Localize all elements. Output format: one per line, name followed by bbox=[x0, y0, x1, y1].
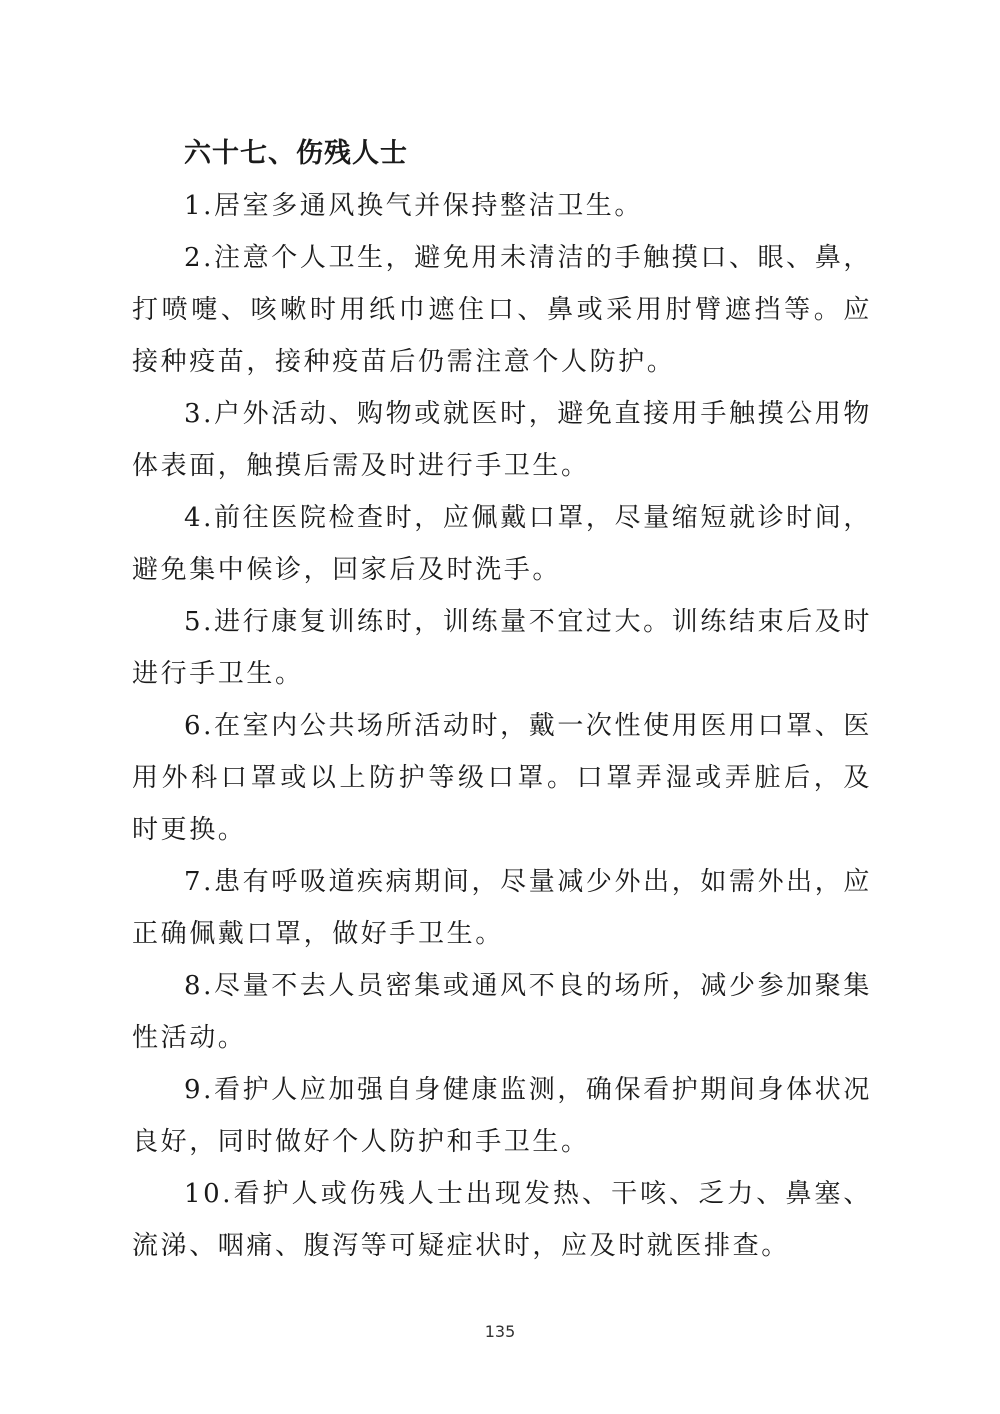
paragraph-5: 5.进行康复训练时，训练量不宜过大。训练结束后及时进行手卫生。 bbox=[132, 607, 872, 689]
paragraph-10: 10.看护人或伤残人士出现发热、干咳、乏力、鼻塞、流涕、咽痛、腹泻等可疑症状时，应及时就医排查。 bbox=[132, 1179, 872, 1261]
paragraph-4: 4.前往医院检查时，应佩戴口罩，尽量缩短就诊时间，避免集中候诊，回家后及时洗手。 bbox=[132, 503, 872, 585]
paragraph-8: 8.尽量不去人员密集或通风不良的场所，减少参加聚集性活动。 bbox=[132, 971, 872, 1053]
section-heading: 六十七、伤残人士 bbox=[184, 138, 408, 169]
paragraph-9: 9.看护人应加强自身健康监测，确保看护期间身体状况良好，同时做好个人防护和手卫生。 bbox=[132, 1075, 872, 1157]
paragraph-3: 3.户外活动、购物或就医时，避免直接用手触摸公用物体表面，触摸后需及时进行手卫生。 bbox=[132, 399, 872, 481]
paragraph-6: 6.在室内公共场所活动时，戴一次性使用医用口罩、医用外科口罩或以上防护等级口罩。口罩弄湿或弄脏后，及时更换。 bbox=[132, 711, 872, 845]
paragraph-1: 1.居室多通风换气并保持整洁卫生。 bbox=[184, 191, 644, 221]
paragraph-2: 2.注意个人卫生，避免用未清洁的手触摸口、眼、鼻，打喷嚏、咳嗽时用纸巾遮住口、鼻或采用肘臂遮挡等。应接种疫苗，接种疫苗后仍需注意个人防护。 bbox=[132, 243, 872, 377]
page-number: 135 bbox=[484, 1322, 516, 1341]
paragraph-7: 7.患有呼吸道疾病期间，尽量减少外出，如需外出，应正确佩戴口罩，做好手卫生。 bbox=[132, 867, 872, 949]
document-body bbox=[132, 128, 872, 1272]
